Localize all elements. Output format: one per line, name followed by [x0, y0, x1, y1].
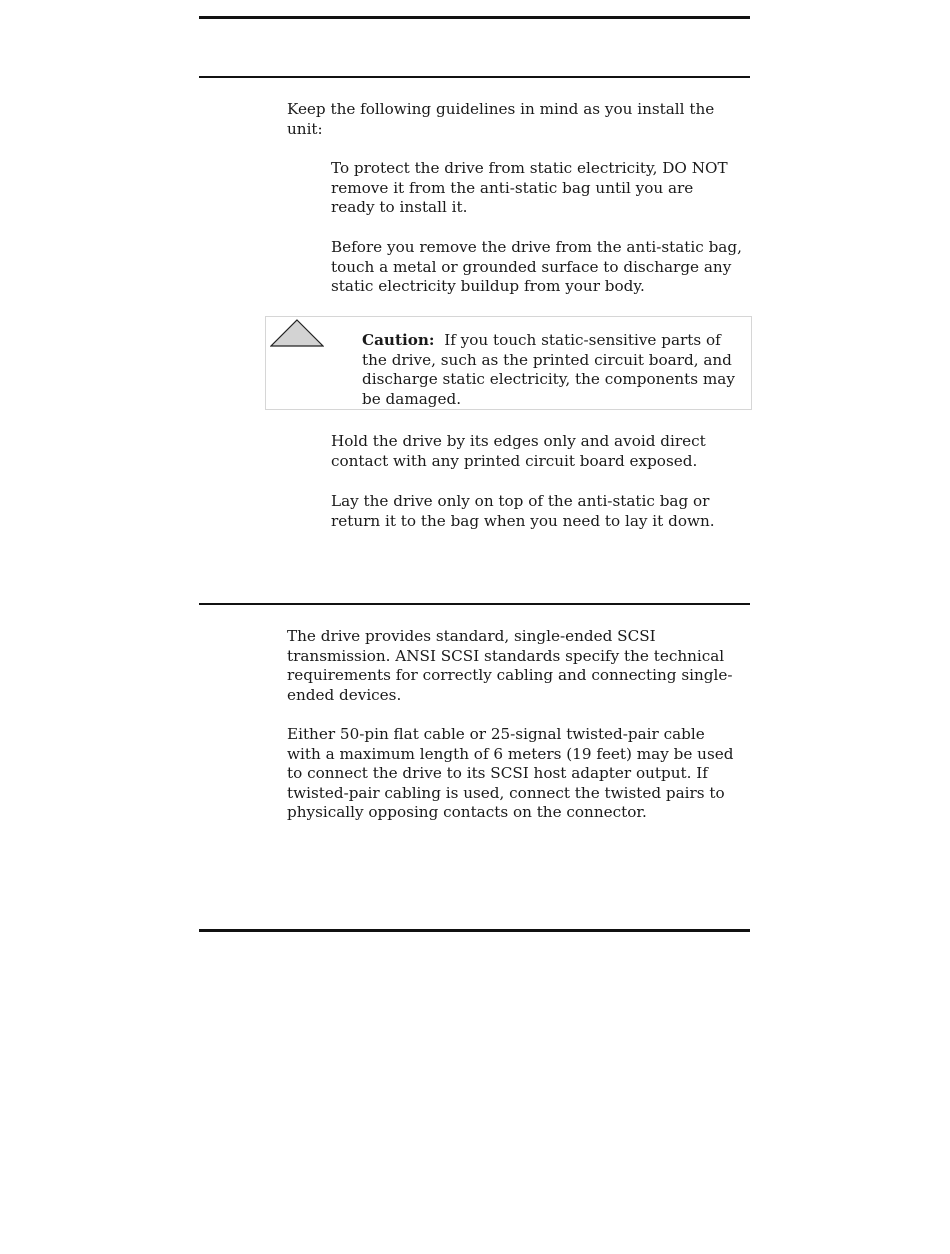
guideline-hold-edges — [331, 432, 706, 471]
intro-line: unit: — [287, 119, 323, 138]
top-rule — [199, 16, 750, 19]
section-rule-handling — [199, 76, 750, 78]
caution-line: the drive, such as the printed circuit board, and — [362, 350, 732, 369]
intro-line: Keep the following guidelines in mind as you install the — [287, 100, 715, 118]
scsi-line: physically opposing contacts on the connector. — [287, 803, 647, 822]
section-rule-scsi — [199, 603, 750, 605]
scsi-line: Either 50-pin flat cable or 25-signal twisted-pair cable — [287, 725, 705, 743]
intro-paragraph — [287, 100, 714, 139]
bottom-rule — [199, 929, 750, 932]
scsi-line: requirements for correctly cabling and connecting single- — [287, 666, 733, 685]
scsi-line: The drive provides standard, single-ended SCSI — [287, 627, 656, 645]
guideline-line: touch a metal or grounded surface to discharge any — [331, 257, 732, 276]
guideline-static-bag — [331, 159, 728, 218]
scsi-line: ended devices. — [287, 685, 402, 704]
guideline-line: Lay the drive only on top of the anti-static bag or — [331, 492, 710, 510]
scsi-paragraph-cabling — [287, 725, 733, 823]
guideline-line: Before you remove the drive from the anti-static bag, — [331, 238, 742, 256]
scsi-line: to connect the drive to its SCSI host adapter output. If — [287, 764, 708, 783]
guideline-line: remove it from the anti-static bag until you are — [331, 178, 694, 197]
scsi-line: with a maximum length of 6 meters (19 feet) may be used — [287, 744, 734, 763]
guideline-line: return it to the bag when you need to lay it down. — [331, 511, 715, 530]
guideline-discharge — [331, 238, 742, 297]
guideline-line: To protect the drive from static electricity, DO NOT — [331, 159, 728, 177]
guideline-line: Hold the drive by its edges only and avoid direct — [331, 432, 706, 450]
caution-line: discharge static electricity, the components may — [362, 370, 735, 389]
guideline-lay-drive — [331, 492, 715, 531]
guideline-line: static electricity buildup from your body. — [331, 277, 645, 296]
scsi-line: twisted-pair cabling is used, connect the twisted pairs to — [287, 783, 725, 802]
guideline-line: ready to install it. — [331, 198, 468, 217]
warning-triangle-icon — [270, 319, 324, 347]
caution-label: Caution: — [362, 331, 435, 349]
caution-first-line — [362, 331, 735, 351]
guideline-line: contact with any printed circuit board exposed. — [331, 451, 698, 470]
caution-line: be damaged. — [362, 389, 462, 408]
scsi-line: transmission. ANSI SCSI standards specify the technical — [287, 646, 725, 665]
caution-line: If you touch static-sensitive parts of — [444, 331, 721, 349]
caution-text — [362, 331, 735, 409]
scsi-paragraph-transmission — [287, 627, 732, 705]
